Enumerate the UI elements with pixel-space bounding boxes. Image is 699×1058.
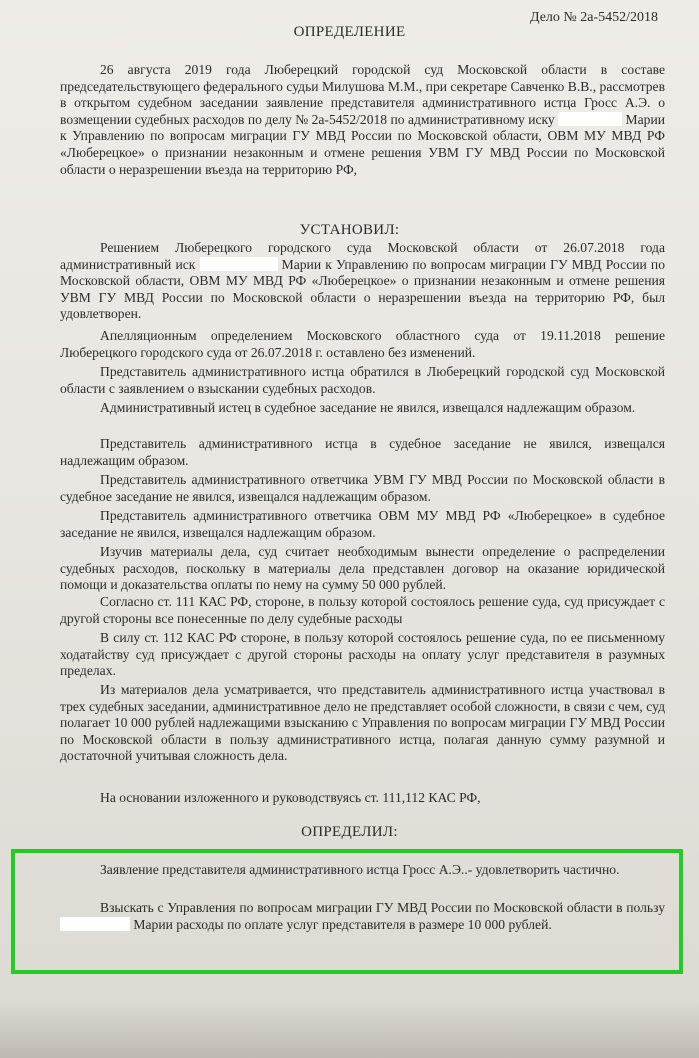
decision-text-1: Решением Люберецкого городского суда Московской области от 26.07.2018 года административный иск xyxy=(60,240,665,272)
redaction-box xyxy=(558,112,622,126)
paragraph-representative-absent: Представитель административного истца в судебное заседание не явился, извещался надлежащим образом. xyxy=(60,436,665,468)
paragraph-assessment: Из материалов дела усматривается, что представитель административного истца участвовал в трех судебных заседании, административное дело не представляет особой сложности, в связи с чем, суд полагает 10 000 рублей надлежащими взысканию с Управления по вопросам миграции ГУ МВД России по Московской области в пользу административного истца, полагая данную сумму разумной и достаточной учитывая сложность дела. xyxy=(60,682,665,764)
paragraph-appeal: Апелляционным определением Московского областного суда от 19.11.2018 решение Люберецкого городского суда от 26.07.2018 г. оставлено без изменений. xyxy=(60,328,665,360)
page-shadow xyxy=(0,1000,699,1058)
intro-text-1: 26 августа 2019 года Люберецкий городской суд Московской области в составе председательствующего федерального судьи Милушова М.М., при секретаре Савченко В.В., рассмотрев в открытом судебном заседании заявление представителя административного истца Гросс А.Э. о возмещении судебных расходов по делу № 2а-5452/2018 по административному иску xyxy=(60,62,665,127)
intro-text-2: Марии к Управлению по вопросам миграции ГУ МВД России по Московской области, ОВМ МУ МВД РФ «Люберецкое» о признании незаконным и отмене решения УВМ ГУ МВД России по Московской области о неразрешении въезда на территорию РФ, xyxy=(60,111,666,177)
paragraph-plaintiff-absent: Административный истец в судебное заседание не явился, извещался надлежащим образом. xyxy=(100,400,636,415)
decision-text-2: Марии к Управлению по вопросам миграции ГУ МВД России по Московской области, ОВМ МУ МВД РФ «Люберецкое» о признании незаконным и отмене решения УВМ ГУ МВД России по Московской области о неразрешении въезда на территорию РФ, был удовлетворен. xyxy=(60,256,665,322)
ustanovil-heading: УСТАНОВИЛ: xyxy=(299,222,400,238)
redaction-box xyxy=(200,257,278,271)
recover-text-1: Взыскать с Управления по вопросам миграции ГУ МВД России по Московской области в пользу xyxy=(100,900,665,915)
paragraph-art-111: Согласно ст. 111 КАС РФ, стороне, в пользу которой состоялось решение суда, суд присуждает с другой стороны все понесенные по делу судебные расходы xyxy=(60,594,665,626)
paragraph-materials: Изучив материалы дела, суд считает необходимым вынести определение о распределении судебных расходов, поскольку в материалы дела представлен договор на оказание юридической помощи и доказательства оплаты по нему на сумму 50 000 рублей. xyxy=(60,544,665,593)
paragraph-defendant-ovm-absent: Представитель административного ответчика ОВМ МУ МВД РФ «Люберецкое» в судебное заседание не явился, извещался надлежащим образом. xyxy=(60,508,665,540)
highlight-box xyxy=(11,849,683,974)
opredelil-heading: ОПРЕДЕЛИЛ: xyxy=(301,824,398,840)
paragraph-decision xyxy=(60,240,665,323)
paragraph-art-112: В силу ст. 112 КАС РФ стороне, в пользу которой состоялось решение суда, по ее письменному ходатайству суд присуждает с другой стороны расходы на оплату услуг представителя в разумных пределах. xyxy=(60,630,665,679)
paragraph-basis: На основании изложенного и руководствуясь ст. 111,112 КАС РФ, xyxy=(100,790,481,805)
intro-paragraph xyxy=(60,62,665,178)
recover-text-2: Марии расходы по оплате услуг представителя в размере 10 000 рублей. xyxy=(133,916,552,932)
document-title: ОПРЕДЕЛЕНИЕ xyxy=(293,24,406,40)
resolution-grant: Заявление представителя административного истца Гросс А.Э..- удовлетворить частично. xyxy=(100,862,620,877)
paragraph-claim: Представитель административного истца обратился в Люберецкий городской суд Московской области с заявлением о взыскании судебных расходов. xyxy=(60,364,665,396)
case-number: Дело № 2а-5452/2018 xyxy=(530,10,659,25)
paragraph-defendant-uvm-absent: Представитель административного ответчика УВМ ГУ МВД России по Московской области в судебное заседание не явился, извещался надлежащим образом. xyxy=(60,472,665,504)
